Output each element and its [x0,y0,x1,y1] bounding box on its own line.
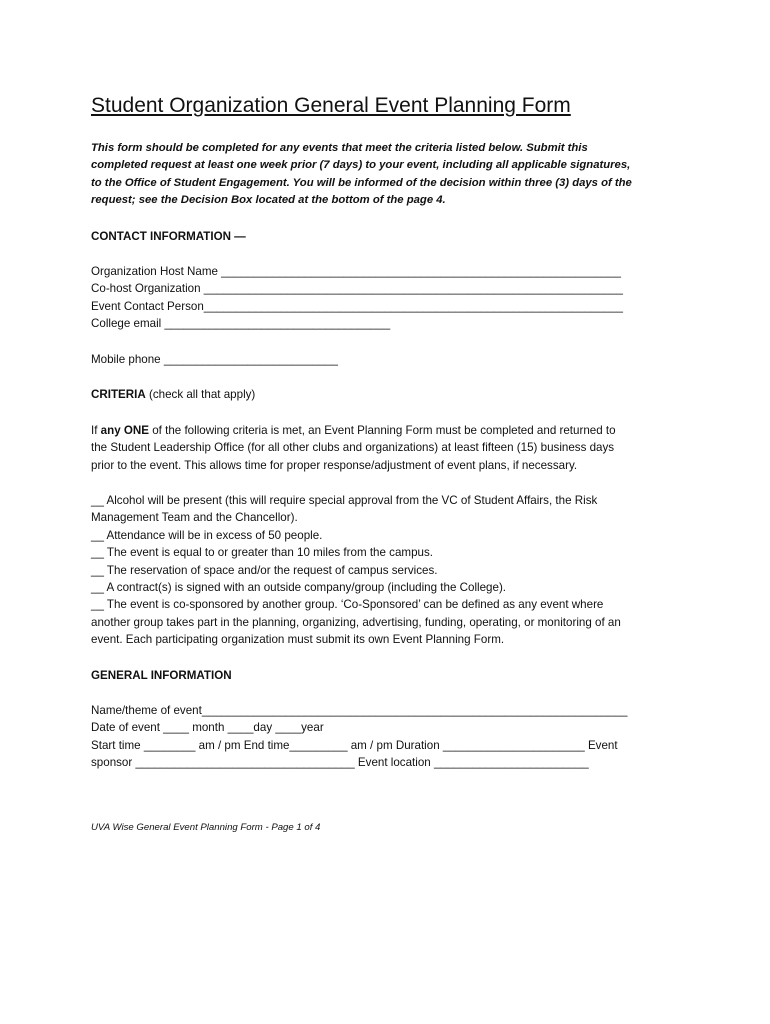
event-time-duration-field[interactable]: Start time ________ am / pm End time_________ am / pm Duration ______________________ Event [91,738,618,752]
contact-heading: CONTACT INFORMATION — [91,230,246,243]
criteria-rule-line: the Student Leadership Office (for all other clubs and organizations) at least fifteen (15) business days [91,441,615,455]
organization-host-name-field[interactable]: Organization Host Name ______________________________________________________________ [91,265,621,278]
page-title: Student Organization General Event Planning Form [91,94,571,117]
event-name-field[interactable]: Name/theme of event__________________________________________________________________ [91,704,628,717]
page-footer: UVA Wise General Event Planning Form - Page 1 of 4 [91,822,321,833]
criteria-item-alcohol[interactable]: __ Alcohol will be present (this will require special approval from the VC of Student Affairs, the Risk [91,494,598,507]
intro-line: request; see the Decision Box located at the bottom of the page 4. [91,194,446,207]
general-fields [91,702,691,772]
criteria-rule [91,422,691,474]
co-host-organization-field[interactable]: Co-host Organization _________________________________________________________________ [91,282,623,296]
general-heading: GENERAL INFORMATION [91,669,232,682]
intro-line: to the Office of Student Engagement. You will be informed of the decision within three (3) days of the [91,176,632,189]
mobile-phone-block [91,351,691,368]
criteria-item-text: another group takes part in the planning, organizing, advertising, funding, operating, or monitoring of an [91,615,621,629]
criteria-checklist [91,492,691,649]
criteria-item-text: event. Each participating organization must submit its own Event Planning Form. [91,633,505,647]
intro-line: This form should be completed for any events that meet the criteria listed below. Submit this [91,142,588,154]
criteria-item-text: Management Team and the Chancellor). [91,511,298,525]
criteria-item-cosponsored[interactable]: __ The event is co-sponsored by another group. ‘Co-Sponsored’ can be defined as any event where [91,598,604,612]
mobile-phone-field[interactable]: Mobile phone ___________________________ [91,353,338,366]
criteria-rule-line: prior to the event. This allows time for proper response/adjustment of event plans, if necessary. [91,458,578,472]
criteria-item-attendance[interactable]: __ Attendance will be in excess of 50 people. [91,528,323,542]
criteria-rule-emphasis: any ONE [100,424,149,437]
criteria-item-contract[interactable]: __ A contract(s) is signed with an outside company/group (including the College). [91,581,507,595]
criteria-item-distance[interactable]: __ The event is equal to or greater than 10 miles from the campus. [91,546,433,560]
criteria-heading-block [91,386,691,403]
criteria-heading-line [91,386,691,403]
college-email-field[interactable]: College email ___________________________________ [91,317,391,331]
event-contact-person-field[interactable]: Event Contact Person_________________________________________________________________ [91,299,623,313]
criteria-heading: CRITERIA [91,388,146,401]
criteria-rule-line: If any ONE of the following criteria is met, an Event Planning Form must be completed and returned to [91,424,616,437]
criteria-note: (check all that apply) [145,388,256,401]
event-sponsor-location-field[interactable]: sponsor __________________________________ Event location ________________________ [91,756,589,770]
contact-fields [91,263,691,333]
contact-section [91,228,691,245]
intro-line: completed request at least one week prior (7 days) to your event, including all applicable signatures, [91,159,631,172]
intro-instructions [91,140,691,210]
general-heading-block [91,667,691,684]
event-date-field[interactable]: Date of event ____ month ____day ____year [91,721,324,735]
criteria-item-reservation[interactable]: __ The reservation of space and/or the request of campus services. [91,563,438,577]
